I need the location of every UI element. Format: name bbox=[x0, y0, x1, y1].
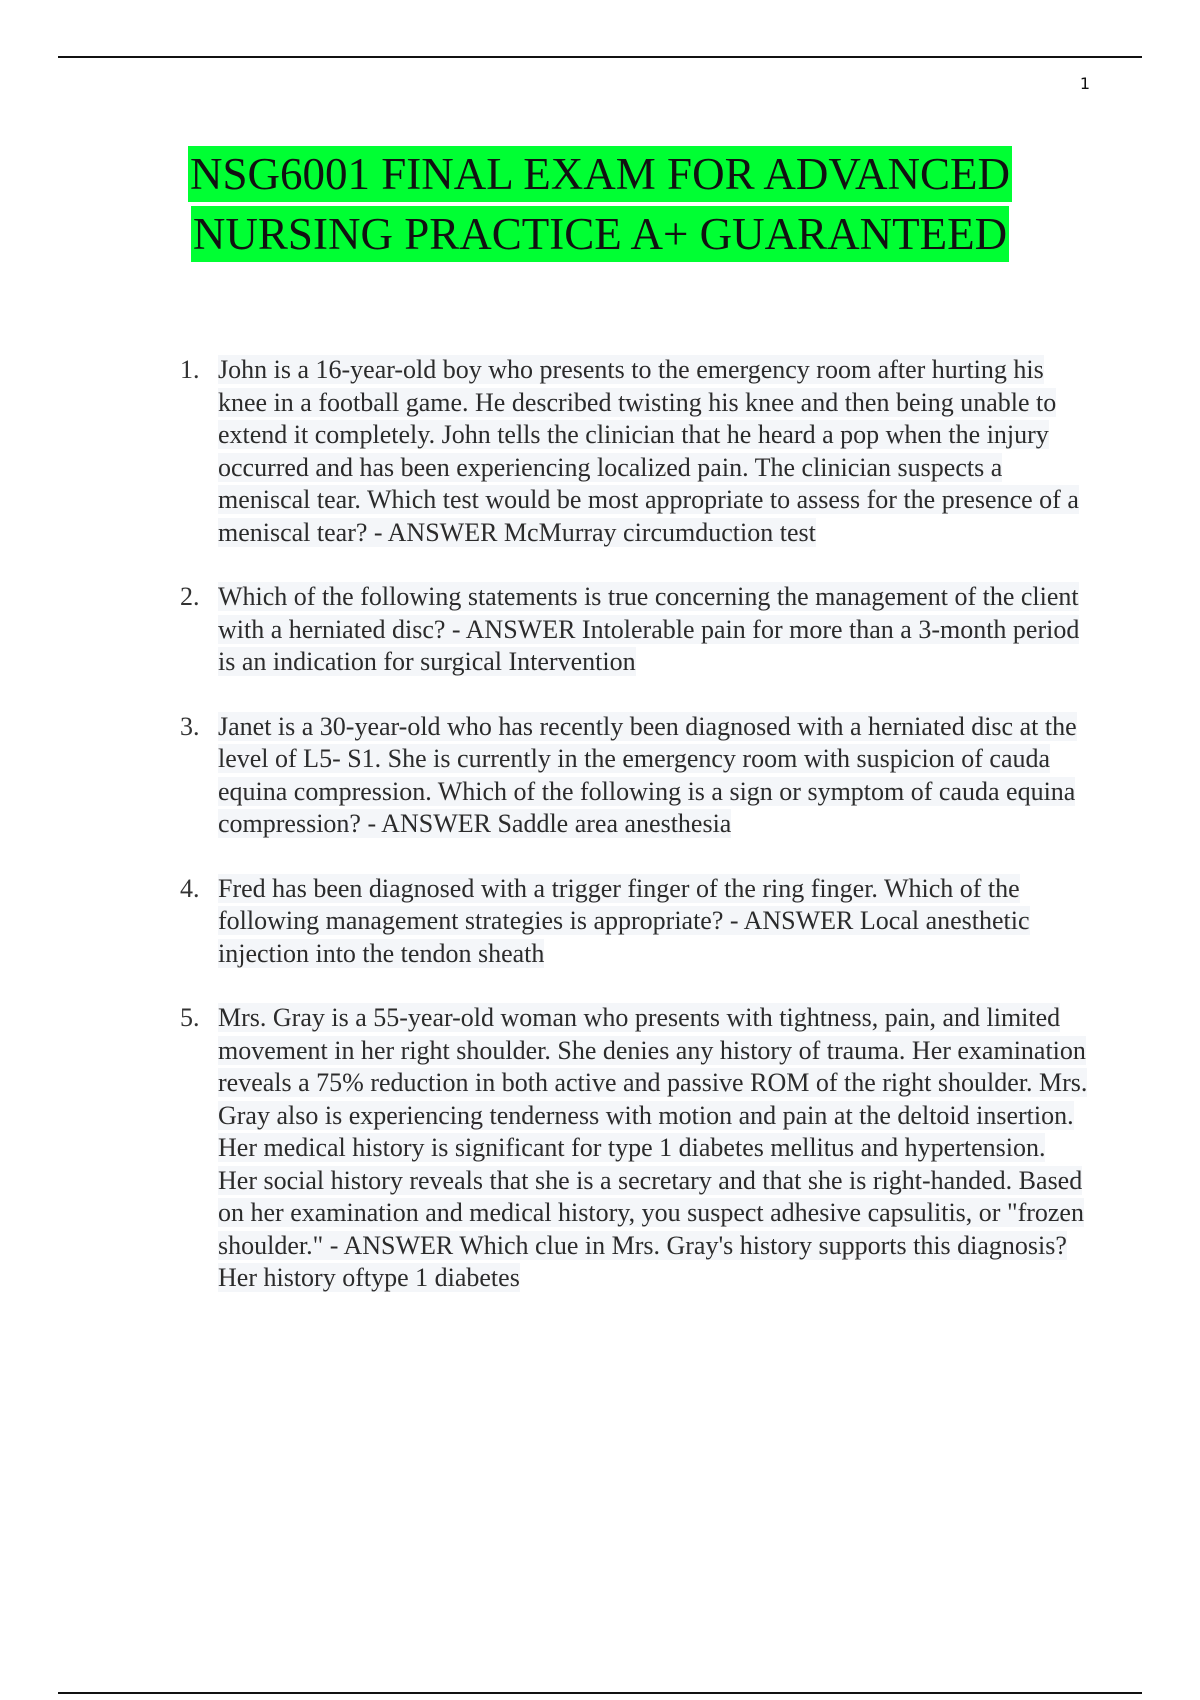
footer-rule bbox=[58, 1692, 1142, 1694]
question-text: Fred has been diagnosed with a trigger finger of the ring finger. Which of the following management strategies is appropriate? - ANSWER Local anesthetic injection into the tendon sheath bbox=[218, 873, 1030, 968]
document-title bbox=[0, 146, 1200, 262]
question-item-1 bbox=[170, 354, 1090, 549]
page-number: 1 bbox=[1079, 74, 1090, 93]
question-number: 5. bbox=[180, 1003, 200, 1032]
title-line-1: NSG6001 FINAL EXAM FOR ADVANCED bbox=[188, 146, 1012, 202]
question-item-2 bbox=[170, 581, 1090, 679]
question-text: Which of the following statements is true concerning the management of the client with a herniated disc? - ANSWER Intolerable pain for more than a 3-month period is an indication for surgical Intervention bbox=[218, 582, 1080, 676]
question-text: John is a 16-year-old boy who presents to the emergency room after hurting his knee in a football game. He described twisting his knee and then being unable to extend it completely. John tells the clinician that he heard a pop when the injury occurred and has been experiencing localized pain. The clinician suspects a meniscal tear. Which test would be most appropriate to assess for the presence of a meniscal tear? - ANSWER McMurray circumduction test bbox=[218, 355, 1079, 547]
header-rule bbox=[58, 56, 1142, 58]
question-item-3 bbox=[170, 711, 1090, 841]
question-number: 3. bbox=[180, 711, 200, 741]
question-item-5 bbox=[170, 1002, 1090, 1295]
question-list bbox=[170, 354, 1090, 1327]
question-number: 4. bbox=[180, 873, 200, 903]
title-line-2: NURSING PRACTICE A+ GUARANTEED bbox=[191, 206, 1009, 262]
question-number: 2. bbox=[180, 582, 200, 611]
question-item-4 bbox=[170, 873, 1090, 971]
question-text: Janet is a 30-year-old who has recently been diagnosed with a herniated disc at the level of L5- S1. She is currently in the emergency room with suspicion of cauda equina compression. Which of the following is a sign or symptom of cauda equina compression? - ANSWER Saddle area anesthesia bbox=[218, 711, 1077, 838]
question-number: 1. bbox=[180, 355, 200, 384]
question-text: Mrs. Gray is a 55-year-old woman who presents with tightness, pain, and limited movement in her right shoulder. She denies any history of trauma. Her examination reveals a 75% reduction in both active and passive ROM of the right shoulder. Mrs. Gray also is experiencing tenderness with motion and pain at the deltoid insertion. Her medical history is significant for type 1 diabetes mellitus and hypertension. Her social history reveals that she is a secretary and that she is right-handed. Based on her examination and medical history, you suspect adhesive capsulitis, or "frozen shoulder." - ANSWER Which clue in Mrs. Gray's history supports this diagnosis? Her history oftype 1 diabetes bbox=[218, 1003, 1088, 1292]
